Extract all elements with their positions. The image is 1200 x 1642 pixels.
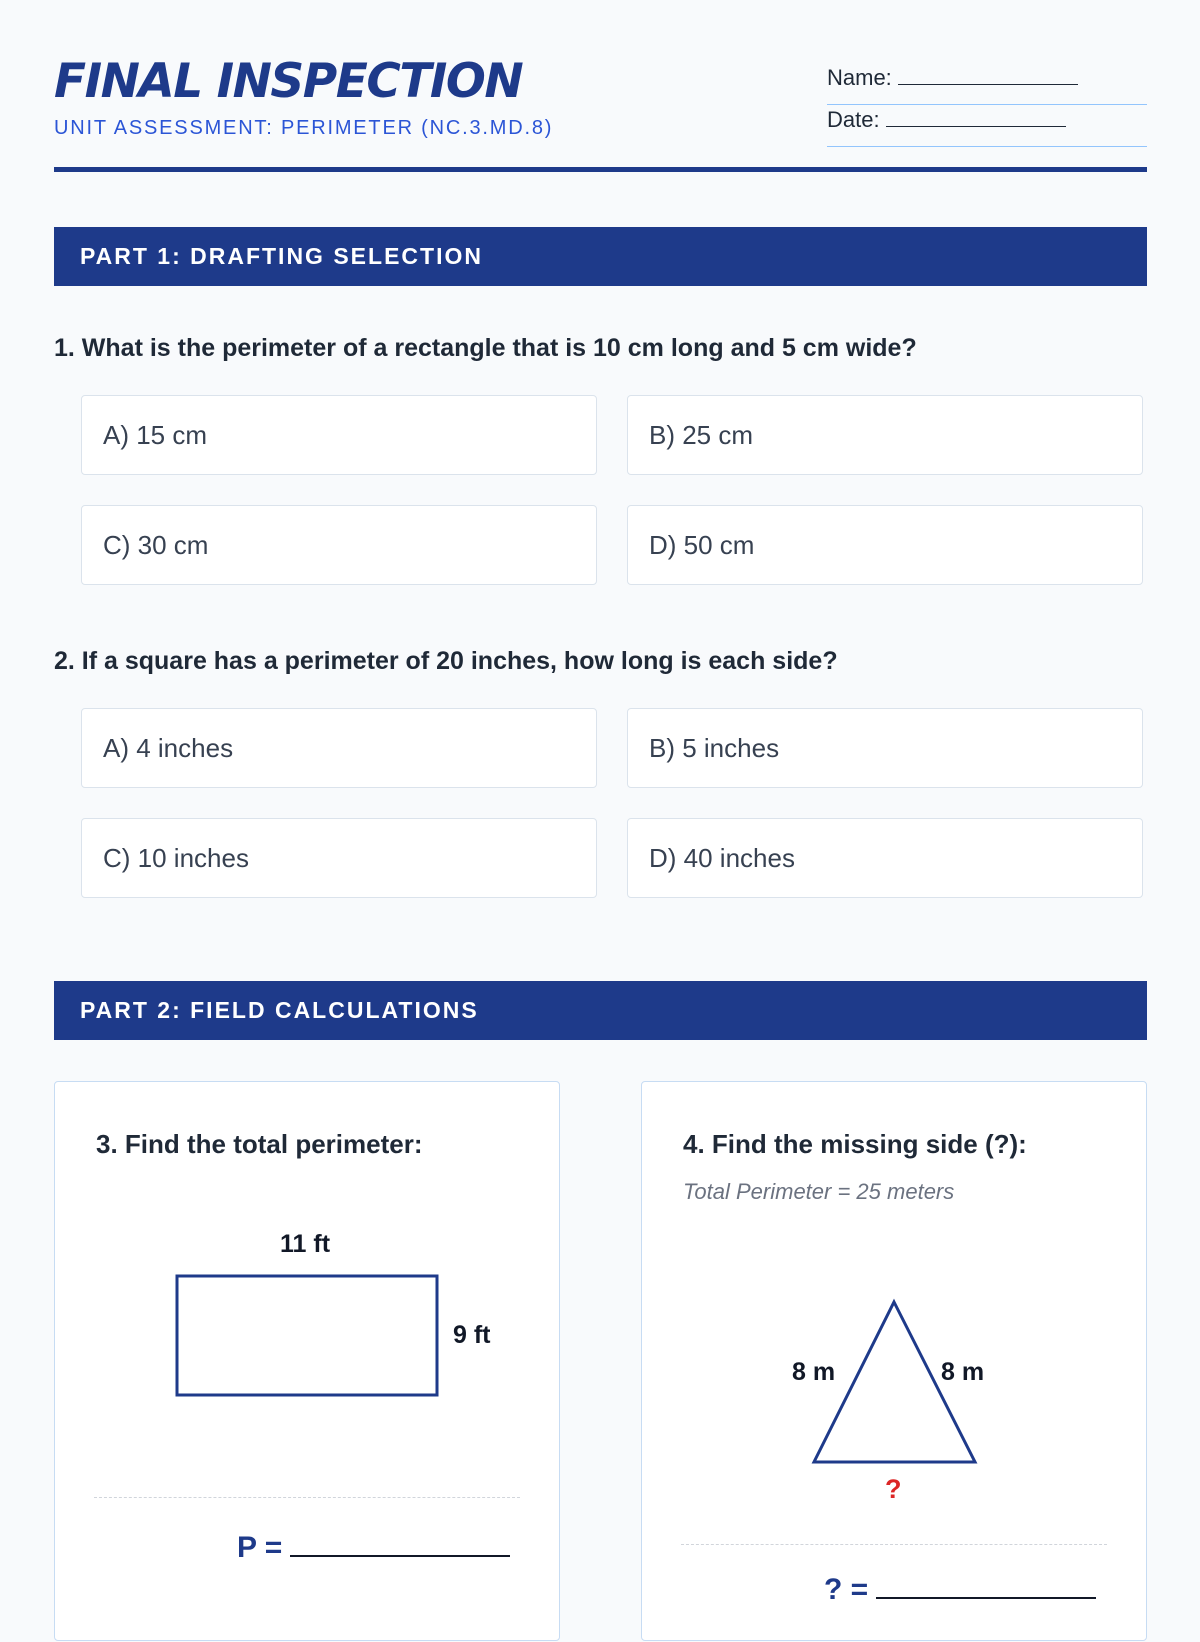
question-3-card xyxy=(54,1081,560,1641)
name-label: Name: xyxy=(827,65,892,90)
date-blank[interactable] xyxy=(886,112,1066,127)
q1-option-b[interactable]: B) 25 cm xyxy=(627,395,1143,475)
missing-side-answer[interactable] xyxy=(824,1572,1096,1608)
worksheet-header xyxy=(54,52,1147,172)
q2-option-b[interactable]: B) 5 inches xyxy=(627,708,1143,788)
date-field[interactable] xyxy=(827,106,1147,147)
question-4-card xyxy=(641,1081,1147,1641)
q1-option-d[interactable]: D) 50 cm xyxy=(627,505,1143,585)
total-perimeter-note: Total Perimeter = 25 meters xyxy=(683,1179,955,1204)
rectangle-top-label: 11 ft xyxy=(280,1230,331,1258)
section-title-part-1: PART 1: DRAFTING SELECTION xyxy=(80,243,483,269)
question-3-title: 3. Find the total perimeter: xyxy=(96,1129,423,1159)
name-field[interactable] xyxy=(827,64,1147,105)
question-4-title: 4. Find the missing side (?): xyxy=(683,1129,1027,1159)
triangle-missing-side-label: ? xyxy=(885,1474,902,1504)
q2-option-a[interactable]: A) 4 inches xyxy=(81,708,597,788)
triangle-right-label: 8 m xyxy=(941,1358,985,1386)
header-divider xyxy=(54,167,1147,172)
triangle-left-label: 8 m xyxy=(792,1358,836,1386)
rectangle-side-label: 9 ft xyxy=(453,1321,491,1349)
page-subtitle: UNIT ASSESSMENT: PERIMETER (NC.3.MD.8) xyxy=(54,117,554,139)
card-4-divider xyxy=(681,1544,1107,1545)
rectangle-shape xyxy=(177,1276,437,1395)
section-header-part-2 xyxy=(54,981,1147,1040)
missing-side-answer-label: ? = xyxy=(824,1573,869,1606)
section-header-part-1 xyxy=(54,227,1147,286)
worksheet-page xyxy=(54,0,1147,1606)
q1-option-a[interactable]: A) 15 cm xyxy=(81,395,597,475)
perimeter-answer-label: P = xyxy=(237,1531,283,1564)
name-blank[interactable] xyxy=(898,70,1078,85)
q2-option-d[interactable]: D) 40 inches xyxy=(627,818,1143,898)
page-title: FINAL INSPECTION xyxy=(54,54,523,109)
q1-option-c[interactable]: C) 30 cm xyxy=(81,505,597,585)
question-2: 2. If a square has a perimeter of 20 inches, how long is each side? xyxy=(54,647,838,675)
triangle-figure xyxy=(642,1082,1148,1642)
q2-option-c[interactable]: C) 10 inches xyxy=(81,818,597,898)
perimeter-answer[interactable] xyxy=(237,1530,510,1566)
date-label: Date: xyxy=(827,107,880,132)
perimeter-answer-blank[interactable] xyxy=(290,1537,510,1557)
card-3-divider xyxy=(94,1497,520,1498)
missing-side-answer-blank[interactable] xyxy=(876,1579,1096,1599)
section-title-part-2: PART 2: FIELD CALCULATIONS xyxy=(80,997,479,1023)
question-1: 1. What is the perimeter of a rectangle that is 10 cm long and 5 cm wide? xyxy=(54,334,917,362)
